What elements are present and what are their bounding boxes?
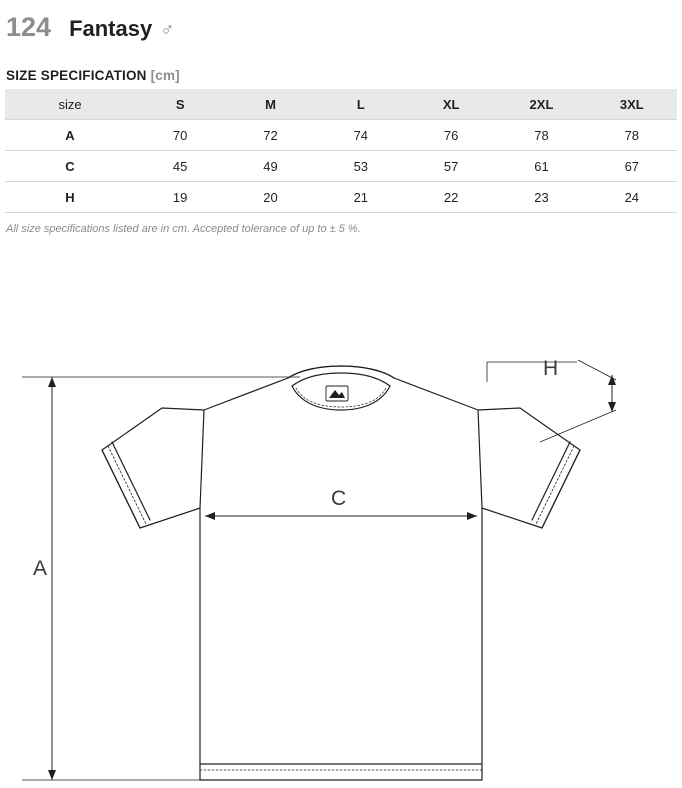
column-header-m: M [265, 96, 276, 112]
collar-outer [288, 366, 394, 378]
cell-h-3xl: 24 [624, 189, 640, 205]
cell-h-l: 21 [353, 189, 369, 205]
spec-title [6, 68, 682, 83]
row-label-h: H [65, 189, 75, 205]
column-header-xl: XL [442, 96, 460, 112]
neck-label-graphic [329, 390, 345, 398]
column-header-2xl: 2XL [529, 96, 554, 112]
cell-c-l: 53 [353, 158, 369, 174]
table-corner-label: size [58, 96, 82, 112]
dimension-label-a: A [33, 557, 48, 580]
garment-technical-drawing [0, 330, 682, 788]
table-row [5, 120, 677, 151]
table-row [5, 151, 677, 182]
product-name: Fantasy [69, 16, 153, 41]
cell-a-xl: 76 [443, 127, 459, 143]
arrow-c-right [467, 512, 477, 520]
dimension-label-h: H [543, 357, 559, 380]
tshirt-outline [102, 366, 580, 780]
dimension-extension-h-upper [578, 360, 616, 380]
table-header-row [5, 89, 677, 120]
cell-c-m: 49 [263, 158, 278, 174]
cell-h-2xl: 23 [534, 189, 549, 205]
dimension-extension-h-lower [540, 410, 616, 442]
row-label-a: A [65, 127, 75, 143]
collar-rib [292, 373, 390, 386]
cell-h-m: 20 [263, 189, 278, 205]
right-sleeve-seam [478, 410, 482, 508]
arrow-a-bottom [48, 770, 56, 780]
cell-a-2xl: 78 [534, 127, 549, 143]
size-specification-table [5, 89, 677, 213]
page-header [0, 0, 682, 56]
product-code: 124 [6, 12, 52, 42]
table-body [5, 120, 677, 213]
left-sleeve-seam [200, 410, 204, 508]
cell-c-s: 45 [172, 158, 188, 174]
table-row [5, 182, 677, 213]
cell-c-xl: 57 [443, 158, 459, 174]
arrow-c-left [205, 512, 215, 520]
cell-h-xl: 22 [443, 189, 459, 205]
cell-a-m: 72 [263, 127, 278, 143]
male-symbol-icon: ♂ [160, 20, 175, 41]
cell-a-s: 70 [172, 127, 188, 143]
spec-unit: [cm] [150, 68, 180, 83]
column-header-3xl: 3XL [619, 96, 644, 112]
cell-h-s: 19 [172, 189, 188, 205]
dimension-label-c: C [331, 487, 347, 510]
tolerance-note: All size specifications listed are in cm. Accepted tolerance of up to ± 5 %. [6, 223, 361, 235]
left-sleeve-hem-stitch [108, 446, 146, 524]
right-sleeve-hem-stitch [536, 446, 574, 524]
column-header-s: S [175, 96, 185, 112]
cell-c-3xl: 67 [624, 158, 640, 174]
cell-a-3xl: 78 [624, 127, 640, 143]
cell-c-2xl: 61 [534, 158, 549, 174]
row-label-c: C [65, 158, 75, 174]
table-header [5, 89, 677, 120]
cell-a-l: 74 [353, 127, 369, 143]
column-header-l: L [356, 96, 365, 112]
arrow-a-top [48, 377, 56, 387]
spec-title-text: SIZE SPECIFICATION [6, 68, 147, 83]
